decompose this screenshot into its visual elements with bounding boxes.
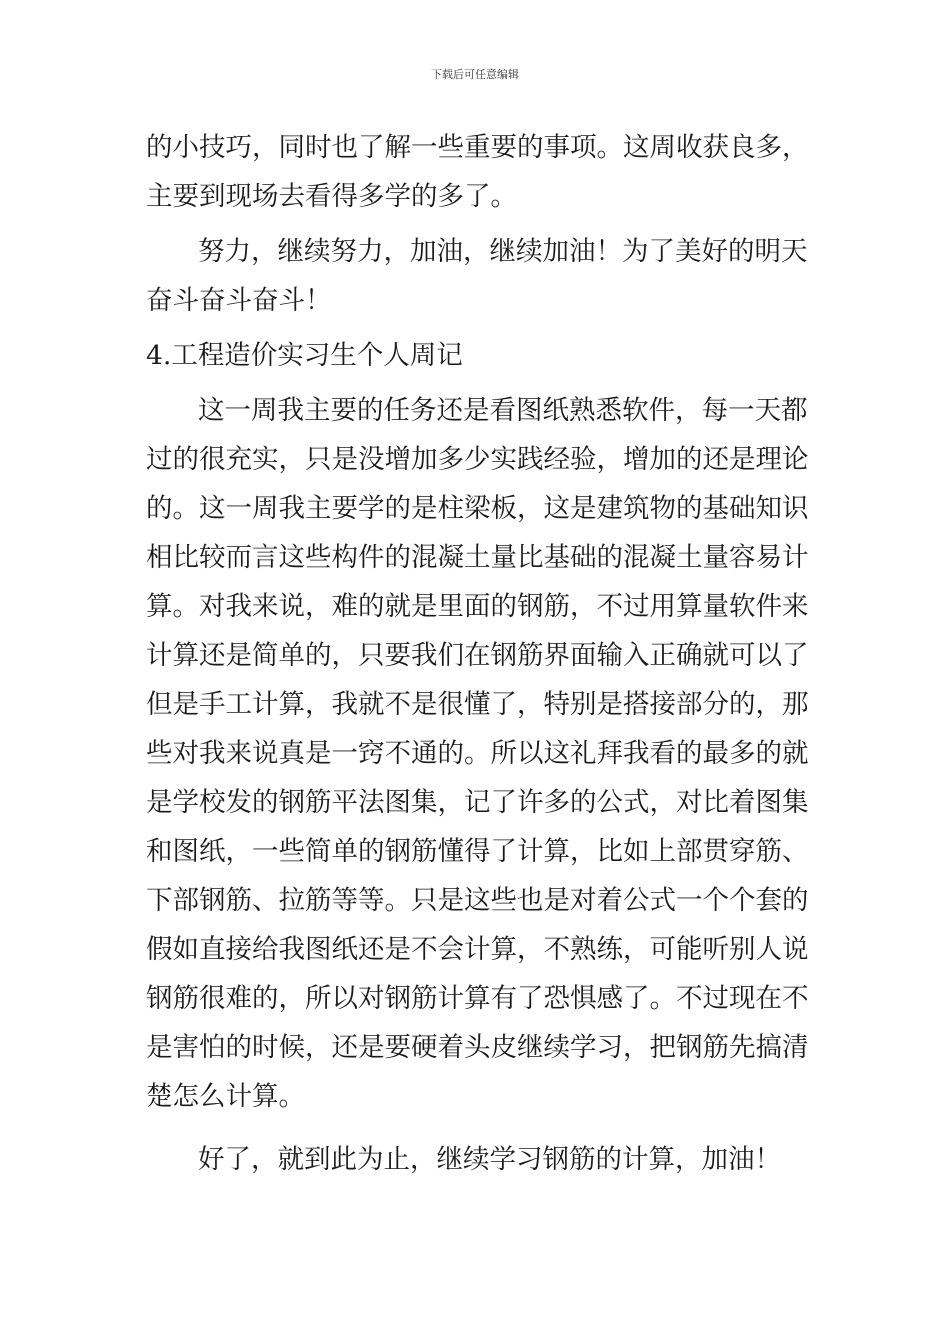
page-header: 下载后可任意编辑: [431, 68, 519, 81]
paragraph-line: 相比较而言这些构件的混凝土量比基础的混凝土量容易计: [146, 542, 808, 573]
paragraph-line: 但是手工计算，我就不是很懂了，特别是搭接部分的，那: [146, 689, 808, 720]
paragraph-line: 的小技巧，同时也了解一些重要的事项。这周收获良多，: [146, 132, 808, 163]
paragraph-line: 算。对我来说，难的就是里面的钢筋，不过用算量软件来: [146, 591, 808, 622]
paragraph-line: 过的很充实，只是没增加多少实践经验，增加的还是理论: [146, 444, 808, 475]
paragraph-line: 好了，就到此为止，继续学习钢筋的计算，加油！: [198, 1144, 781, 1175]
paragraph-line: 计算还是简单的，只要我们在钢筋界面输入正确就可以了: [146, 640, 808, 671]
paragraph-line: 是害怕的时候，还是要硬着头皮继续学习，把钢筋先搞清: [146, 1032, 808, 1063]
paragraph-line: 楚怎么计算。: [146, 1081, 305, 1112]
document-body: [146, 123, 808, 1184]
paragraph-line: 和图纸，一些简单的钢筋懂得了计算，比如上部贯穿筋、: [146, 836, 808, 867]
paragraph-line: 主要到现场去看得多学的多了。: [146, 181, 517, 212]
paragraph-line: 这一周我主要的任务还是看图纸熟悉软件，每一天都: [198, 395, 808, 426]
paragraph-line: 是学校发的钢筋平法图集，记了许多的公式，对比着图集: [146, 787, 808, 818]
paragraph-line: 努力，继续努力，加油，继续加油！为了美好的明天: [198, 236, 808, 267]
section-heading: 4.工程造价实习生个人周记: [146, 340, 463, 371]
paragraph-line: 假如直接给我图纸还是不会计算，不熟练，可能听别人说: [146, 934, 808, 965]
paragraph-line: 下部钢筋、拉筋等等。只是这些也是对着公式一个个套的: [146, 885, 808, 916]
paragraph-line: 钢筋很难的，所以对钢筋计算有了恐惧感了。不过现在不: [146, 983, 808, 1014]
paragraph-line: 的。这一周我主要学的是柱梁板，这是建筑物的基础知识: [146, 493, 808, 524]
paragraph-line: 奋斗奋斗奋斗！: [146, 285, 332, 316]
paragraph-line: 些对我来说真是一窍不通的。所以这礼拜我看的最多的就: [146, 738, 808, 769]
